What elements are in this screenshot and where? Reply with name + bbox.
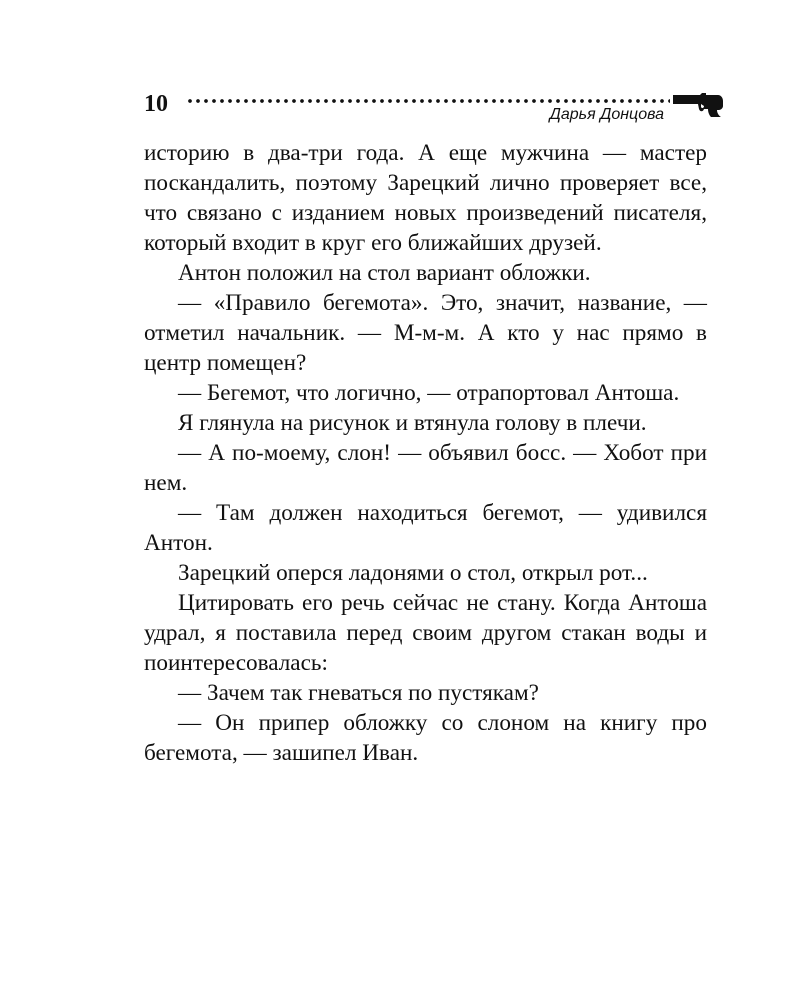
paragraph: Цитировать его речь сейчас не стану. Когда Антоша удрал, я поставила перед своим другом стакан воды и поинтересовалась: [144,590,707,676]
paragraph: Я глянула на рисунок и втянула голову в плечи. [178,410,647,436]
paragraph: — А по-моему, слон! — объявил босс. — Хобот при нем. [144,440,707,496]
dotted-rule [186,99,670,103]
paragraph: — «Правило бегемота». Это, значит, название, — отметил начальник. — М-м-м. А кто у нас прямо в центр помещен? [144,290,707,376]
paragraph: Антон положил на стол вариант обложки. [178,260,591,286]
revolver-icon [673,92,723,118]
page-number: 10 [144,91,168,117]
author-name: Дарья Донцова [549,106,664,123]
paragraph: — Там должен находиться бегемот, — удивился Антон. [144,500,707,556]
paragraph: — Зачем так гневаться по пустякам? [178,680,539,706]
paragraph: — Он припер обложку со слоном на книгу про бегемота, — зашипел Иван. [144,710,707,766]
body-text [144,138,707,768]
paragraph: Зарецкий оперся ладонями о стол, открыл рот... [178,560,648,586]
paragraph: историю в два-три года. А еще мужчина — мастер поскандалить, поэтому Зарецкий лично проверяет все, что связано с изданием новых произведений писателя, который входит в круг его ближайших друзей. [144,140,707,256]
paragraph: — Бегемот, что логично, — отрапортовал Антоша. [178,380,680,406]
